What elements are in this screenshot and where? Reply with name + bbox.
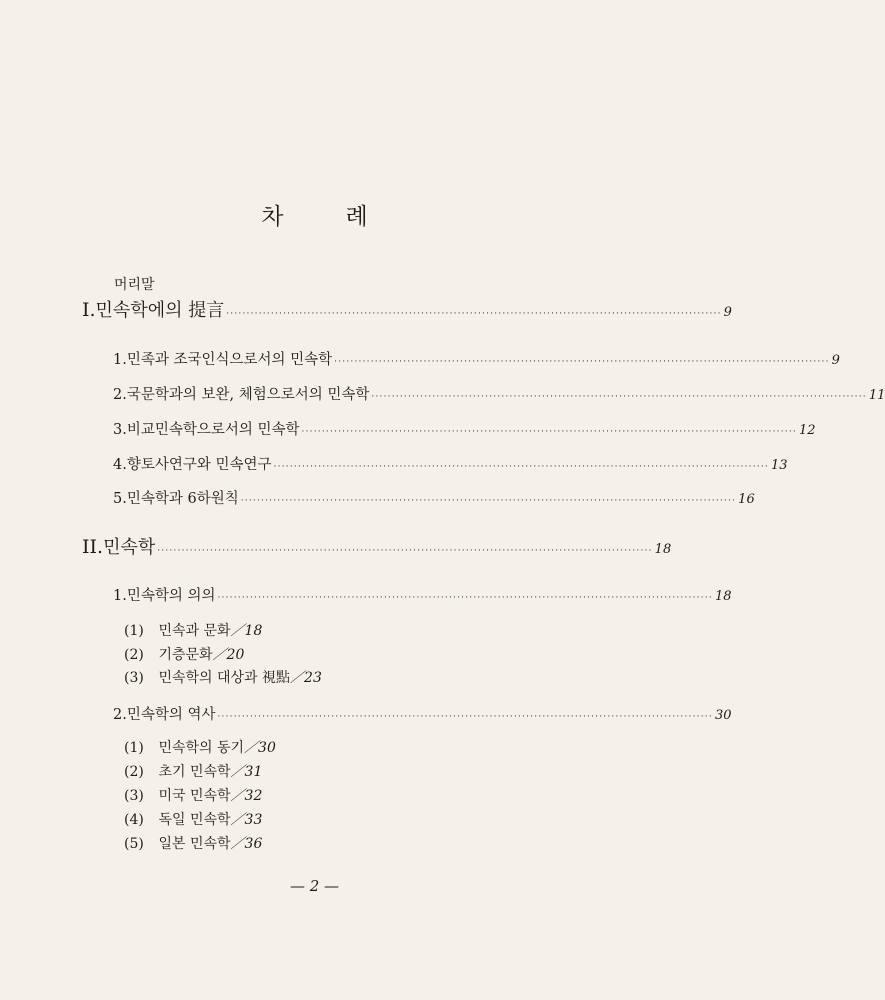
toc-section bbox=[124, 761, 262, 781]
section-label: 민속학의 동기 bbox=[158, 740, 245, 756]
page-number: 12 bbox=[798, 423, 816, 438]
section-number: (1) bbox=[124, 623, 144, 639]
toc-chapter bbox=[113, 487, 755, 508]
toc-chapter bbox=[113, 383, 885, 404]
page-number: 9 bbox=[723, 305, 732, 320]
section-label: 기층문화 bbox=[158, 647, 213, 663]
chapter-number: 1. bbox=[113, 588, 127, 604]
dot-leader: ·························································································································· bbox=[334, 357, 830, 367]
chapter-number: 5. bbox=[113, 491, 127, 507]
section-page: ／36 bbox=[230, 836, 263, 852]
toc-section bbox=[124, 644, 244, 664]
page-number: 9 bbox=[831, 353, 840, 368]
section-number: (3) bbox=[124, 788, 144, 804]
dot-leader: ·························································································································· bbox=[301, 427, 797, 437]
toc-section bbox=[124, 785, 262, 805]
section-number: (2) bbox=[124, 647, 144, 663]
toc-chapter bbox=[113, 703, 732, 724]
toc-chapter bbox=[113, 348, 840, 369]
section-label: 미국 민속학 bbox=[158, 788, 231, 804]
chapter-label: 향토사연구와 민속연구 bbox=[126, 457, 272, 473]
section-label: 독일 민속학 bbox=[158, 812, 231, 828]
toc-section bbox=[124, 620, 262, 640]
page-number: 18 bbox=[714, 589, 732, 604]
section-page: ／31 bbox=[230, 764, 263, 780]
toc-chapter bbox=[113, 453, 788, 474]
toc-section bbox=[124, 809, 262, 829]
dot-leader: ·························································································································· bbox=[371, 392, 867, 402]
section-label: 일본 민속학 bbox=[158, 836, 231, 852]
toc-chapter bbox=[113, 584, 732, 605]
section-number: (1) bbox=[124, 740, 144, 756]
section-page: ／32 bbox=[230, 788, 263, 804]
section-number: (5) bbox=[124, 836, 144, 852]
chapter-label: 민속학의 의의 bbox=[126, 588, 216, 604]
chapter-number: 4. bbox=[113, 457, 127, 473]
section-label: 민속학의 대상과 視點 bbox=[158, 670, 291, 686]
chapter-label: 국문학과의 보완, 체험으로서의 민속학 bbox=[126, 387, 370, 403]
title-char-1: 차 bbox=[261, 204, 284, 230]
chapter-number: 1. bbox=[113, 352, 127, 368]
part-number: II. bbox=[82, 536, 104, 558]
part-label: 민속학 bbox=[103, 537, 156, 558]
chapter-number: 3. bbox=[113, 422, 127, 438]
toc-section bbox=[124, 667, 322, 687]
dot-leader: ·························································································································· bbox=[273, 462, 769, 472]
chapter-label: 비교민속학으로서의 민속학 bbox=[126, 422, 300, 438]
toc-part-2 bbox=[82, 533, 672, 559]
section-number: (4) bbox=[124, 812, 144, 828]
chapter-number: 2. bbox=[113, 707, 127, 723]
page-number: 18 bbox=[654, 542, 672, 557]
chapter-label: 민족과 조국인식으로서의 민속학 bbox=[126, 352, 333, 368]
title-char-2: 례 bbox=[345, 204, 368, 230]
dot-leader: ·························································································································· bbox=[217, 593, 713, 603]
page-number: 16 bbox=[738, 492, 755, 507]
dot-leader: ·························································································································· bbox=[217, 712, 713, 722]
section-label: 민속과 문화 bbox=[158, 623, 231, 639]
page-number: 11 bbox=[868, 388, 885, 403]
part-label: 민속학에의 提言 bbox=[95, 300, 225, 321]
section-number: (2) bbox=[124, 764, 144, 780]
section-page: ／30 bbox=[244, 740, 276, 756]
page-number: 30 bbox=[714, 708, 732, 723]
chapter-number: 2. bbox=[113, 387, 127, 403]
dot-leader: ·························································································································· bbox=[240, 496, 737, 506]
section-page: ／18 bbox=[230, 623, 263, 639]
section-page: ／23 bbox=[290, 670, 322, 686]
toc-chapter bbox=[113, 418, 816, 439]
page-folio: — 2 — bbox=[289, 877, 340, 895]
section-page: ／33 bbox=[230, 812, 263, 828]
part-number: I. bbox=[82, 299, 96, 321]
section-page: ／20 bbox=[212, 647, 245, 663]
dot-leader: ·························································································································· bbox=[157, 546, 653, 556]
dot-leader: ·························································································································· bbox=[226, 309, 722, 319]
toc-part-1 bbox=[82, 296, 732, 322]
page-title bbox=[0, 198, 629, 231]
toc-section bbox=[124, 737, 276, 757]
section-label: 초기 민속학 bbox=[158, 764, 231, 780]
toc-section bbox=[124, 833, 262, 853]
chapter-label: 민속학의 역사 bbox=[126, 707, 216, 723]
page-number: 13 bbox=[770, 458, 788, 473]
section-number: (3) bbox=[124, 670, 144, 686]
chapter-label: 민속학과 6하원칙 bbox=[126, 491, 239, 507]
toc-preface: 머리말 bbox=[114, 277, 155, 293]
